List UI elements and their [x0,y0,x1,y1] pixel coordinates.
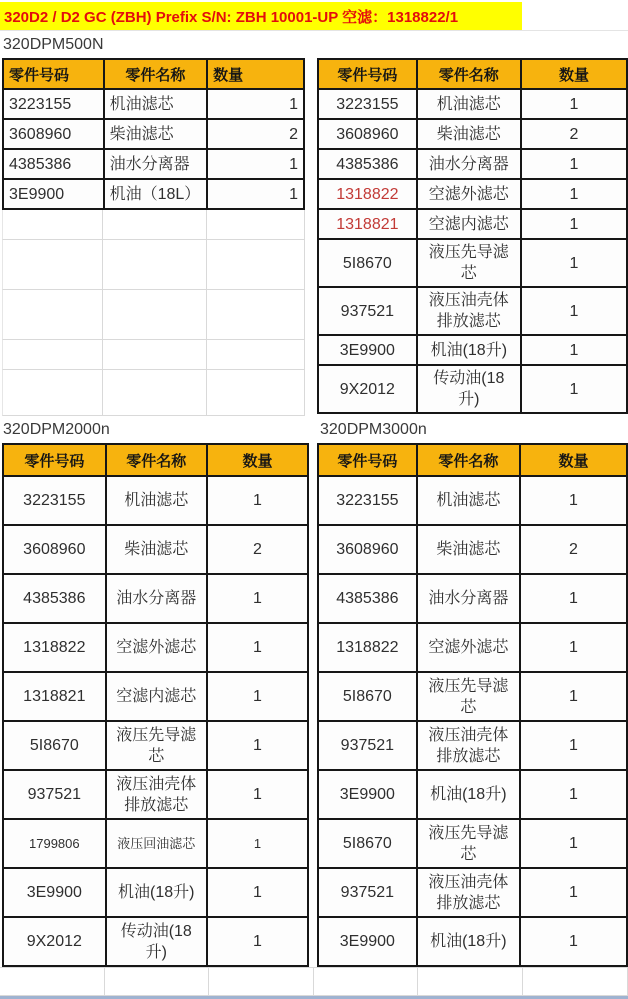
part-name-column-header: 零件名称 [417,444,520,476]
part-name-cell: 油水分离器 [417,574,520,623]
header-row [3,444,308,476]
title-row [0,0,628,31]
quantity-cell: 1 [207,574,308,623]
quantity-cell: 1 [521,179,627,209]
quantity-cell: 1 [207,770,308,819]
parts-table-320dpm2000n [2,443,309,967]
part-number-cell: 1318822 [318,179,417,209]
parts-table-320dpm500n [2,58,305,210]
table-row [318,179,627,209]
part-name-cell: 柴油滤芯 [106,525,207,574]
table-row [318,623,627,672]
table-row [3,917,308,966]
part-number-cell: 1799806 [3,819,106,868]
quantity-column-header: 数量 [520,444,627,476]
part-name-cell: 空滤内滤芯 [417,209,521,239]
part-name-cell: 空滤外滤芯 [106,623,207,672]
quantity-column-header: 数量 [207,444,308,476]
quantity-cell: 1 [520,917,627,966]
part-name-column-header: 零件名称 [106,444,207,476]
parts-table-320dpm500n-full [317,58,628,414]
part-name-cell: 柴油滤芯 [417,525,520,574]
table-row [3,179,304,209]
part-name-cell: 液压回油滤芯 [106,819,207,868]
part-number-cell: 937521 [3,770,106,819]
part-number-cell: 3608960 [3,525,106,574]
header-row [318,59,627,89]
quantity-cell: 1 [520,623,627,672]
part-name-cell: 传动油(18升) [417,365,521,413]
part-number-cell: 3E9900 [318,917,417,966]
table-row [318,335,627,365]
quantity-cell: 1 [521,287,627,335]
part-name-column-header: 零件名称 [417,59,521,89]
title-highlight-bar [0,2,522,30]
part-number-cell: 3608960 [318,525,417,574]
part-name-cell: 机油(18升) [417,770,520,819]
quantity-cell: 1 [520,819,627,868]
table-row [318,525,627,574]
part-name-cell: 液压油壳体排放滤芯 [417,721,520,770]
part-name-cell: 液压油壳体排放滤芯 [417,868,520,917]
part-number-cell: 5I8670 [318,672,417,721]
quantity-cell: 1 [207,917,308,966]
section-label-320dpm500n: 320DPM500N [3,36,104,53]
part-name-column-header: 零件名称 [104,59,207,89]
part-name-cell: 空滤外滤芯 [417,179,521,209]
quantity-cell: 1 [520,868,627,917]
quantity-cell: 1 [521,149,627,179]
quantity-cell: 1 [207,672,308,721]
quantity-cell: 1 [207,89,304,119]
quantity-column-header: 数量 [521,59,627,89]
quantity-cell: 1 [521,89,627,119]
empty-cells-grid [2,210,305,416]
part-number-cell: 1318821 [318,209,417,239]
quantity-cell: 1 [207,476,308,525]
part-number-column-header: 零件号码 [318,59,417,89]
part-name-cell: 机油滤芯 [104,89,207,119]
table-row [318,239,627,287]
table-row [318,365,627,413]
part-number-cell: 5I8670 [318,819,417,868]
quantity-cell: 1 [207,721,308,770]
part-name-cell: 柴油滤芯 [104,119,207,149]
part-name-cell: 空滤外滤芯 [417,623,520,672]
part-number-cell: 9X2012 [3,917,106,966]
table-row [3,119,304,149]
quantity-cell: 1 [207,819,308,868]
part-name-cell: 液压先导滤芯 [417,819,520,868]
part-name-cell: 液压先导滤芯 [417,239,521,287]
part-name-cell: 机油(18升) [417,335,521,365]
part-number-cell: 3608960 [318,119,417,149]
part-name-cell: 油水分离器 [106,574,207,623]
part-number-cell: 3E9900 [318,335,417,365]
part-name-cell: 液压油壳体排放滤芯 [106,770,207,819]
part-number-column-header: 零件号码 [3,59,104,89]
part-name-cell: 液压先导滤芯 [417,672,520,721]
quantity-cell: 1 [520,476,627,525]
part-number-cell: 937521 [318,868,417,917]
part-number-cell: 1318822 [318,623,417,672]
quantity-cell: 1 [520,721,627,770]
table-row [3,819,308,868]
part-number-column-header: 零件号码 [318,444,417,476]
part-number-cell: 3223155 [318,476,417,525]
table-row [318,287,627,335]
part-number-cell: 4385386 [3,149,104,179]
part-number-cell: 1318821 [3,672,106,721]
quantity-cell: 2 [207,119,304,149]
quantity-cell: 1 [520,770,627,819]
top-tables-area [0,58,628,416]
part-name-cell: 液压先导滤芯 [106,721,207,770]
part-number-cell: 3223155 [3,476,106,525]
part-number-cell: 4385386 [318,149,417,179]
table-row [3,89,304,119]
quantity-cell: 1 [521,239,627,287]
table-row [318,119,627,149]
table-row [3,721,308,770]
quantity-cell: 1 [207,179,304,209]
quantity-cell: 1 [521,365,627,413]
section-label-320dpm3000n: 320DPM3000n [320,421,427,438]
top-left-column [0,58,305,416]
section-label-320dpm2000n: 320DPM2000n [3,421,110,438]
part-name-cell: 机油滤芯 [417,476,520,525]
table-row [3,476,308,525]
part-number-cell: 1318822 [3,623,106,672]
table-row [3,149,304,179]
table-row [318,209,627,239]
part-number-cell: 937521 [318,721,417,770]
table-row [3,868,308,917]
part-number-cell: 5I8670 [318,239,417,287]
quantity-cell: 1 [521,209,627,239]
table-row [318,476,627,525]
table-row [318,721,627,770]
part-name-cell: 机油(18升) [417,917,520,966]
quantity-cell: 2 [207,525,308,574]
table-row [3,623,308,672]
part-name-cell: 机油(18升) [106,868,207,917]
empty-bottom-row [0,967,628,996]
part-number-cell: 3E9900 [3,179,104,209]
part-number-cell: 3608960 [3,119,104,149]
part-number-cell: 3223155 [318,89,417,119]
part-number-cell: 3223155 [3,89,104,119]
quantity-cell: 2 [520,525,627,574]
part-name-cell: 液压油壳体排放滤芯 [417,287,521,335]
part-number-cell: 3E9900 [318,770,417,819]
part-name-cell: 油水分离器 [104,149,207,179]
part-number-cell: 4385386 [318,574,417,623]
part-name-cell: 油水分离器 [417,149,521,179]
table-row [318,868,627,917]
part-name-cell: 传动油(18升) [106,917,207,966]
part-number-cell: 5I8670 [3,721,106,770]
table-row [318,149,627,179]
table-row [3,574,308,623]
table-row [3,525,308,574]
part-name-cell: 机油滤芯 [417,89,521,119]
quantity-cell: 1 [520,672,627,721]
section-labels-row [0,416,628,443]
parts-table-320dpm3000n [317,443,628,967]
part-number-cell: 4385386 [3,574,106,623]
bottom-tables-area [0,443,628,967]
quantity-cell: 2 [521,119,627,149]
part-name-cell: 柴油滤芯 [417,119,521,149]
quantity-cell: 1 [207,868,308,917]
table-row [318,672,627,721]
part-name-cell: 空滤内滤芯 [106,672,207,721]
table-row [318,770,627,819]
table-row [318,574,627,623]
header-row [3,59,304,89]
quantity-cell: 1 [207,623,308,672]
table-row [318,917,627,966]
part-name-cell: 机油（18L） [104,179,207,209]
part-number-cell: 9X2012 [318,365,417,413]
table-row [318,819,627,868]
part-number-column-header: 零件号码 [3,444,106,476]
quantity-cell: 1 [207,149,304,179]
document-title: 320D2 / D2 GC (ZBH) Prefix S/N: ZBH 10001-UP 空滤：1318822/1 [4,8,459,26]
quantity-column-header: 数量 [207,59,304,89]
quantity-cell: 1 [520,574,627,623]
table-row [3,770,308,819]
table-row [318,89,627,119]
table-row [3,672,308,721]
part-number-cell: 937521 [318,287,417,335]
header-row [318,444,627,476]
quantity-cell: 1 [521,335,627,365]
part-name-cell: 机油滤芯 [106,476,207,525]
part-number-cell: 3E9900 [3,868,106,917]
